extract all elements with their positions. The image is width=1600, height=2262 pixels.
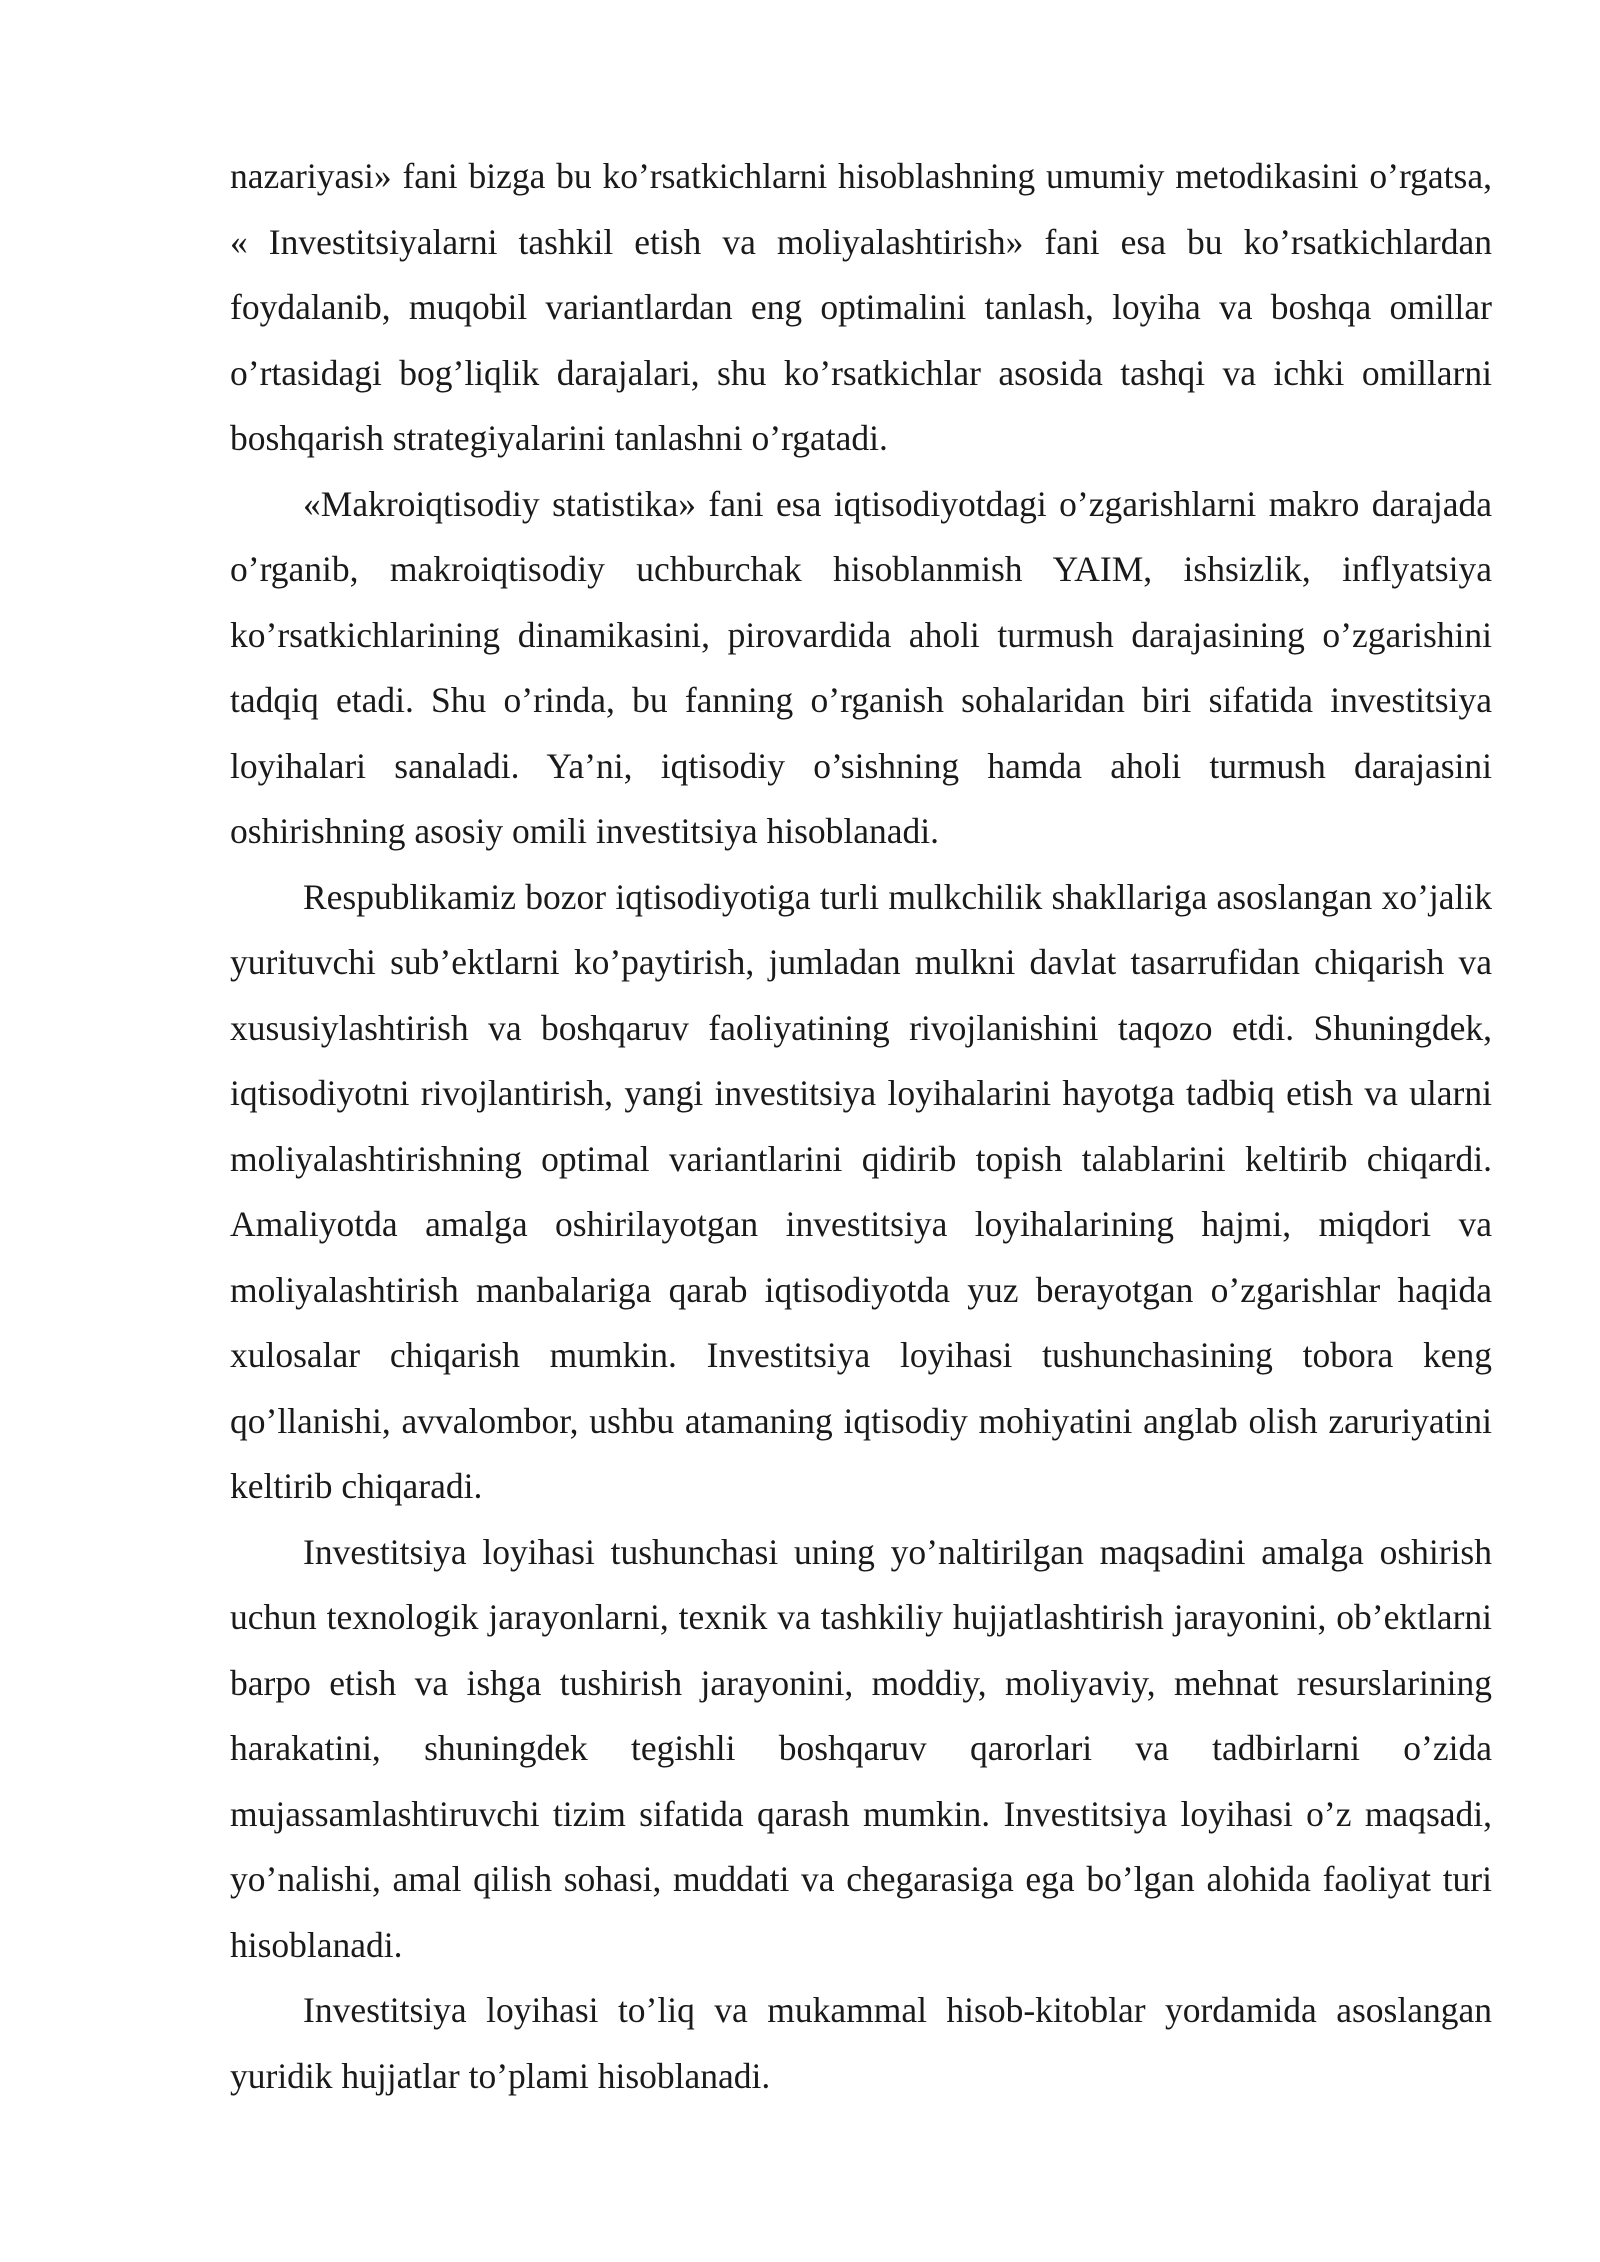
paragraph: Investitsiya loyihasi to’liq va mukammal hisob-kitoblar yordamida asoslangan yuridik hujjatlar to’plami hisoblanadi. [230, 1990, 1492, 2096]
paragraph-continued: nazariyasi» fani bizga bu ko’rsatkichlarni hisoblashning umumiy metodikasini o’rgatsa, « Investitsiyalarni tashkil etish va moliyalashtirish» fani esa bu ko’rsatkichlardan foydalanib, muqobil variantlardan eng optimalini tanlash, loyiha va boshqa omillar o’rtasidagi bog’liqlik darajalari, shu ko’rsatkichlar asosida tashqi va ichki omillarni boshqarish strategiyalarini tanlashni o’rgatadi. [230, 156, 1492, 458]
paragraph: Investitsiya loyihasi tushunchasi uning yo’naltirilgan maqsadini amalga oshirish uchun texnologik jarayonlarni, texnik va tashkiliy hujjatlashtirish jarayonini, ob’ektlarni barpo etish va ishga tushirish jarayonini, moddiy, moliyaviy, mehnat resurslarining harakatini, shuningdek tegishli boshqaruv qarorlari va tadbirlarni o’zida mujassamlashtiruvchi tizim sifatida qarash mumkin. Investitsiya loyihasi o’z maqsadi, yo’nalishi, amal qilish sohasi, muddati va chegarasiga ega bo’lgan alohida faoliyat turi hisoblanadi. [230, 1531, 1492, 1965]
document-body [230, 144, 1492, 2109]
paragraph: «Makroiqtisodiy statistika» fani esa iqtisodiyotdagi o’zgarishlarni makro darajada o’rganib, makroiqtisodiy uchburchak hisoblanmish YAIM, ishsizlik, inflyatsiya ko’rsatkichlarining dinamikasini, pirovardida aholi turmush darajasining o’zgarishini tadqiq etadi. Shu o’rinda, bu fanning o’rganish sohalaridan biri sifatida investitsiya loyihalari sanaladi. Ya’ni, iqtisodiy o’sishning hamda aholi turmush darajasini oshirishning asosiy omili investitsiya hisoblanadi. [230, 483, 1492, 851]
paragraph: Respublikamiz bozor iqtisodiyotiga turli mulkchilik shakllariga asoslangan xo’jalik yurituvchi sub’ektlarni ko’paytirish, jumladan mulkni davlat tasarrufidan chiqarish va xususiylashtirish va boshqaruv faoliyatining rivojlanishini taqozo etdi. Shuningdek, iqtisodiyotni rivojlantirish, yangi investitsiya loyihalarini hayotga tadbiq etish va ularni moliyalashtirishning optimal variantlarini qidirib topish talablarini keltirib chiqardi. Amaliyotda amalga oshirilayotgan investitsiya loyihalarining hajmi, miqdori va moliyalashtirish manbalariga qarab iqtisodiyotda yuz berayotgan o’zgarishlar haqida xulosalar chiqarish mumkin. Investitsiya loyihasi tushunchasining tobora keng qo’llanishi, avvalombor, ushbu atamaning iqtisodiy mohiyatini anglab olish zaruriyatini keltirib chiqaradi. [230, 876, 1492, 1506]
